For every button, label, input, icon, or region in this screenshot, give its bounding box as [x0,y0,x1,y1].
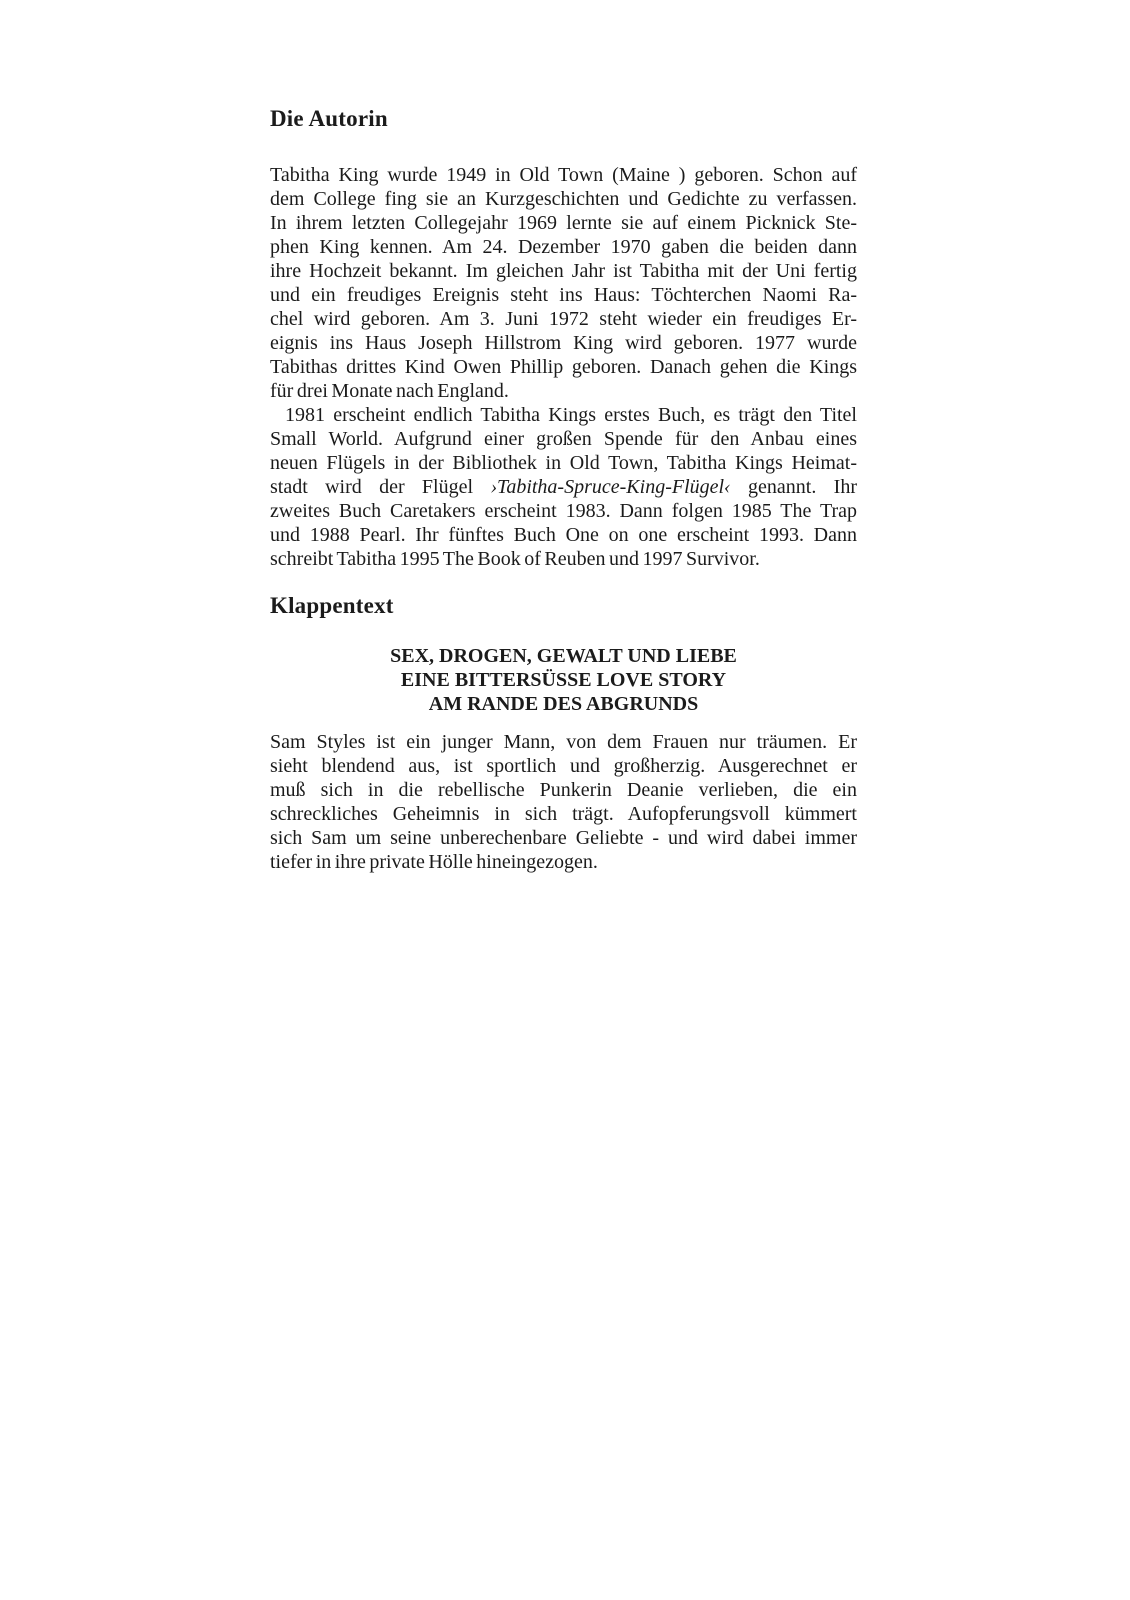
text-line: chel wird geboren. Am 3. Juni 1972 steht wieder ein freudiges Er- [270,308,857,330]
blurb-paragraph [270,730,857,874]
author-paragraph-2 [270,403,857,571]
text-line: neuen Flügels in der Bibliothek in Old Town, Tabitha Kings Heimat- [270,452,857,474]
text-line: schreckliches Geheimnis in sich trägt. Aufopferungsvoll kümmert [270,803,857,825]
text-line: Sam Styles ist ein junger Mann, von dem Frauen nur träumen. Er [270,731,857,753]
text-line: und ein freudiges Ereignis steht ins Haus: Töchterchen Naomi Ra- [270,284,857,306]
text-line: sich Sam um seine unberechenbare Geliebte - und wird dabei immer [270,827,857,849]
text-segment: genannt. Ihr [730,476,857,498]
text-column [270,105,857,874]
text-line: sieht blendend aus, ist sportlich und großherzig. Ausgerechnet er [270,755,857,777]
text-line: Tabitha King wurde 1949 in Old Town (Maine ) geboren. Schon auf [270,164,857,186]
section-heading-klappentext: Klappentext [270,593,394,618]
text-line: zweites Buch Caretakers erscheint 1983. Dann folgen 1985 The Trap [270,500,857,522]
author-paragraph-1 [270,163,857,403]
text-line: eignis ins Haus Joseph Hillstrom King wird geboren. 1977 wurde [270,332,857,354]
text-line: und 1988 Pearl. Ihr fünftes Buch One on one erscheint 1993. Dann [270,524,857,546]
tagline-line: EINE BITTERSÜSSE LOVE STORY [400,669,727,691]
text-line: dem College fing sie an Kurzgeschichten und Gedichte zu verfassen. [270,188,857,210]
text-line: schreibt Tabitha 1995 The Book of Reuben und 1997 Survivor. [270,548,760,570]
italic-book-wing-name: ›Tabitha-Spruce-King-Flügel‹ [490,476,731,498]
text-line: In ihrem letzten Collegejahr 1969 lernte sie auf einem Picknick Ste- [270,212,857,234]
tagline-line: AM RANDE DES ABGRUNDS [428,693,699,715]
text-line: tiefer in ihre private Hölle hineingezogen. [270,851,598,873]
text-line-with-italic [270,475,857,499]
text-line: phen King kennen. Am 24. Dezember 1970 gaben die beiden dann [270,236,857,258]
blurb-tagline [270,644,857,716]
text-segment: stadt wird der Flügel [270,476,491,498]
tagline-line: SEX, DROGEN, GEWALT UND LIEBE [390,645,737,667]
text-line: muß sich in die rebellische Punkerin Deanie verlieben, die ein [270,779,857,801]
text-line: für drei Monate nach England. [270,380,509,402]
text-line: Tabithas drittes Kind Owen Phillip geboren. Danach gehen die Kings [270,356,857,378]
text-line: Small World. Aufgrund einer großen Spende für den Anbau eines [270,428,857,450]
text-line: 1981 erscheint endlich Tabitha Kings erstes Buch, es trägt den Titel [285,404,857,426]
section-heading-author: Die Autorin [270,106,388,131]
text-line: ihre Hochzeit bekannt. Im gleichen Jahr ist Tabitha mit der Uni fertig [270,260,857,282]
